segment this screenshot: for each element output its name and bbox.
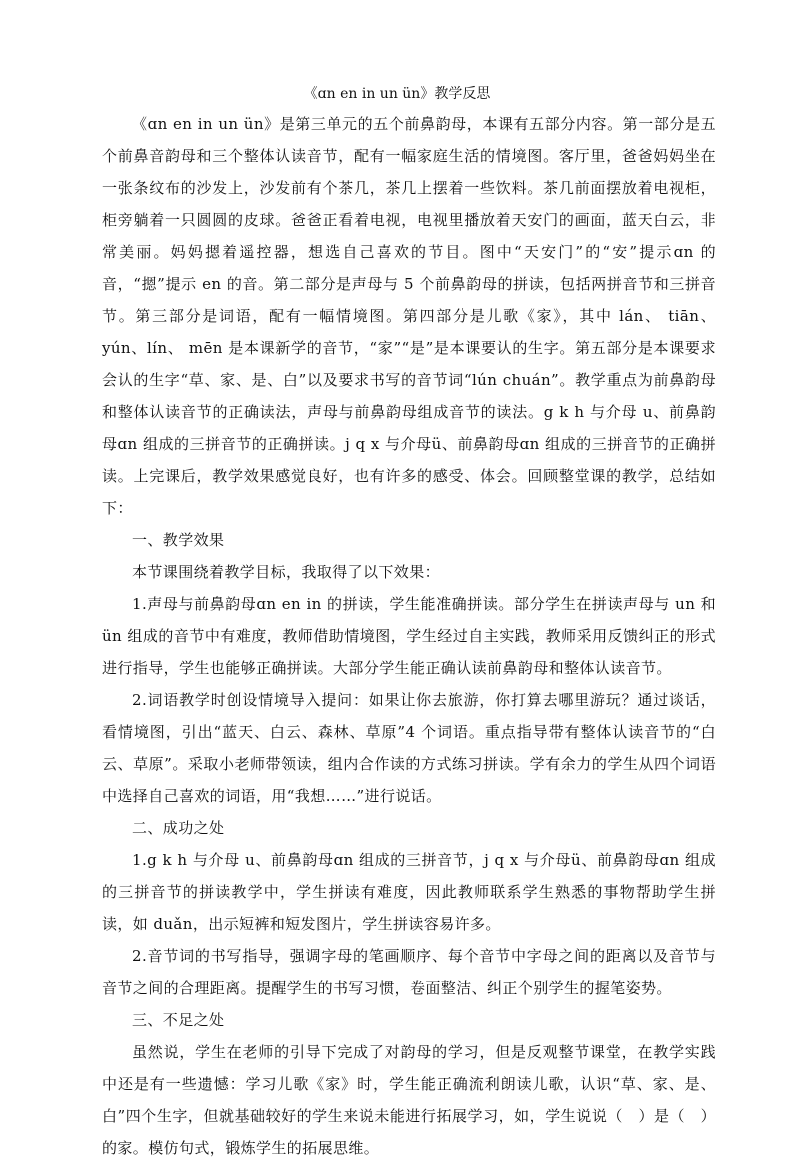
section-heading-teaching-effect: 一、教学效果 bbox=[132, 531, 225, 549]
intro-paragraph: 《ɑn en in un ün》是第三单元的五个前鼻韵母，本课有五部分内容。第一部分是五个前鼻音韵母和三个整体认读音节，配有一幅家庭生活的情境图。客厅里，爸爸妈妈坐在一张条纹布的沙发上，沙发前有个茶几，茶几上摆着一些饮料。茶几前面摆放着电视柜，柜旁躺着一只圆圆的皮球。爸爸正看着电视，电视里播放着天安门的画面，蓝天白云，非常美丽。妈妈摁着遥控器，想选自己喜欢的节目。图中“天安门”的“安”提示ɑn 的音，“摁”提示 en 的音。第二部分是声母与 5 个前鼻韵母的拼读，包括两拼音节和三拼音节。第三部分是词语，配有一幅情境图。第四部分是儿歌《家》，其中 lán、 tiān、 yún、lín、 mēn 是本课新学的音节，“家”“是”是本课要认的生字。第五部分是本课要求会认的生字“草、家、是、白”以及要求书写的音节词“lún chuán”。教学重点为前鼻韵母和整体认读音节的正确读法，声母与前鼻韵母组成音节的读法。g k h 与介母 u、前鼻韵母ɑn 组成的三拼音节的正确拼读。j q x 与介母ü、前鼻韵母ɑn 组成的三拼音节的正确拼读。上完课后，教学效果感觉良好，也有许多的感受、体会。回顾整堂课的教学，总结如下： bbox=[102, 115, 716, 517]
paragraph: 2.词语教学时创设情境导入提问：如果让你去旅游，你打算去哪里游玩？通过谈话，看情境图，引出“蓝天、白云、森林、草原”4 个词语。重点指导带有整体认读音节的“白云、草原”。采取小老师带领读，组内合作读的方式练习拼读。学有余力的学生从四个词语中选择自己喜欢的词语，用“我想……”进行说话。 bbox=[102, 691, 716, 805]
paragraph: 1.g k h 与介母 u、前鼻韵母ɑn 组成的三拼音节，j q x 与介母ü、前鼻韵母ɑn 组成的三拼音节的拼读教学中，学生拼读有难度，因此教师联系学生熟悉的事物帮助学生拼读，如 duǎn，出示短裤和短发图片，学生拼读容易许多。 bbox=[102, 851, 716, 933]
document-body bbox=[102, 108, 716, 1164]
paragraph: 虽然说，学生在老师的引导下完成了对韵母的学习，但是反观整节课堂，在教学实践中还是有一些遗憾：学习儿歌《家》时，学生能正确流利朗读儿歌，认识“草、家、是、白”四个生字，但就基础较好的学生来说未能进行拓展学习，如，学生说说（ ）是（ ）的家。模仿句式，锻炼学生的拓展思维。 bbox=[102, 1043, 716, 1157]
section-heading-successes: 二、成功之处 bbox=[132, 819, 225, 837]
paragraph: 2.音节词的书写指导，强调字母的笔画顺序、每个音节中字母之间的距离以及音节与音节之间的合理距离。提醒学生的书写习惯，卷面整洁、纠正个别学生的握笔姿势。 bbox=[102, 947, 716, 997]
paragraph: 1.声母与前鼻韵母ɑn en in 的拼读，学生能准确拼读。部分学生在拼读声母与 un 和ün 组成的音节中有难度，教师借助情境图，学生经过自主实践，教师采用反馈纠正的形式进行指导，学生也能够正确拼读。大部分学生能正确认读前鼻韵母和整体认读音节。 bbox=[102, 595, 716, 677]
document-title: 《ɑn en in un ün》教学反思 bbox=[303, 86, 491, 102]
paragraph: 本节课围绕着教学目标，我取得了以下效果： bbox=[132, 563, 441, 581]
section-heading-shortcomings: 三、不足之处 bbox=[132, 1011, 225, 1029]
